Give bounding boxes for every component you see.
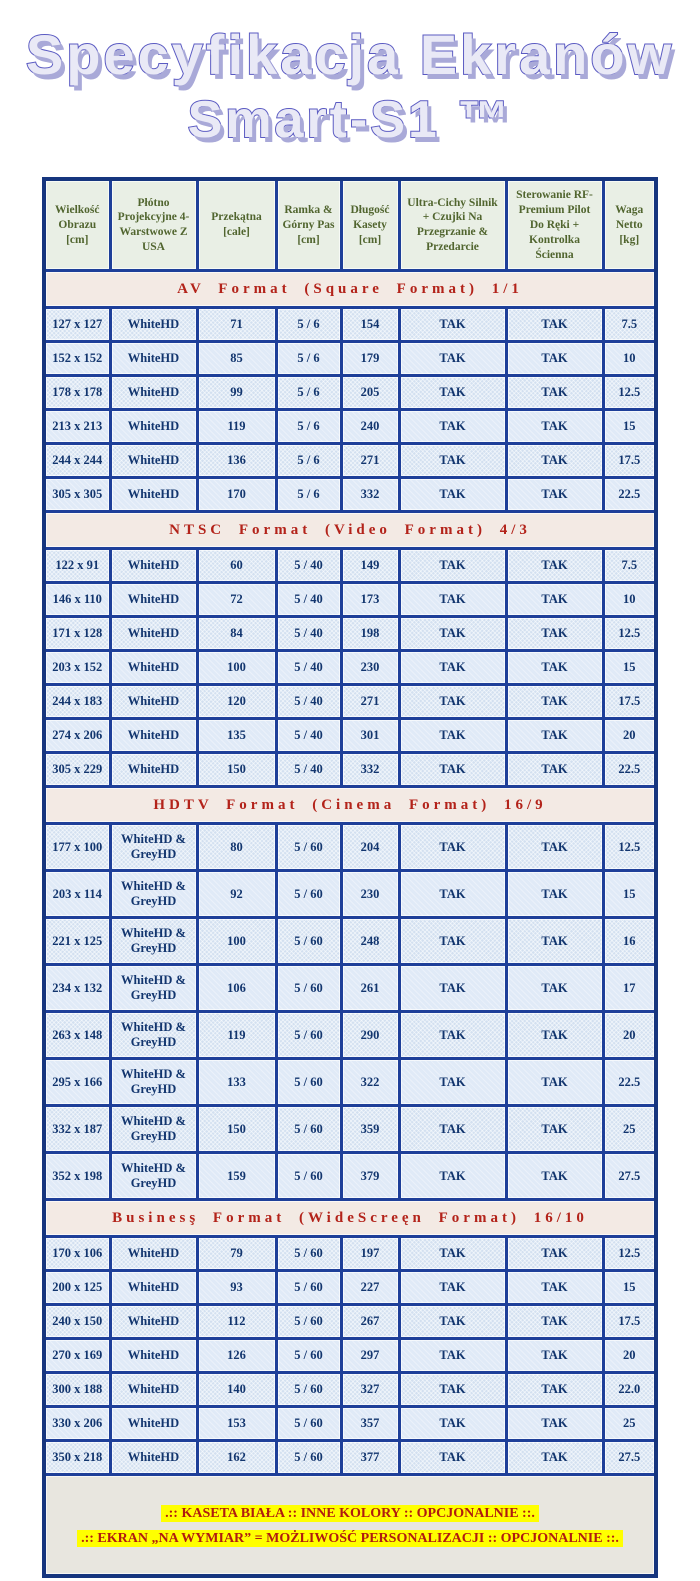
table-row [44, 478, 656, 512]
table-cell: TAK [506, 871, 603, 918]
table-row [44, 617, 656, 651]
table-cell: 119 [197, 1012, 276, 1059]
table-cell: TAK [399, 583, 506, 617]
footer-row [44, 1475, 656, 1577]
table-row [44, 753, 656, 787]
table-cell: 173 [341, 583, 399, 617]
table-cell: TAK [399, 1153, 506, 1200]
page-title [0, 0, 700, 147]
table-cell: TAK [399, 753, 506, 787]
table-row [44, 871, 656, 918]
table-cell: 5 / 60 [276, 1305, 341, 1339]
table-cell: TAK [506, 1271, 603, 1305]
table-cell: TAK [506, 965, 603, 1012]
column-header: Waga Netto [kg] [603, 179, 656, 271]
table-row [44, 583, 656, 617]
table-cell: 203 x 114 [44, 871, 110, 918]
table-cell: 5 / 60 [276, 1237, 341, 1271]
table-cell: 5 / 60 [276, 1441, 341, 1475]
page-title-line2: Smart-S1 ™ [187, 90, 513, 149]
table-cell: 22.5 [603, 478, 656, 512]
table-cell: WhiteHD & GreyHD [110, 965, 197, 1012]
table-cell: 5 / 60 [276, 918, 341, 965]
table-cell: WhiteHD [110, 1271, 197, 1305]
table-cell: 261 [341, 965, 399, 1012]
spec-table-header [44, 179, 656, 271]
table-cell: 140 [197, 1373, 276, 1407]
table-cell: 5 / 40 [276, 685, 341, 719]
table-cell: 159 [197, 1153, 276, 1200]
table-cell: TAK [399, 1441, 506, 1475]
table-cell: WhiteHD [110, 685, 197, 719]
table-cell: 274 x 206 [44, 719, 110, 753]
table-cell: WhiteHD & GreyHD [110, 1153, 197, 1200]
table-row [44, 1271, 656, 1305]
footer-cell [44, 1475, 656, 1577]
table-cell: TAK [506, 478, 603, 512]
table-cell: 204 [341, 824, 399, 871]
table-cell: 5 / 40 [276, 719, 341, 753]
table-row [44, 308, 656, 342]
table-cell: 352 x 198 [44, 1153, 110, 1200]
table-cell: 17.5 [603, 444, 656, 478]
table-cell: 15 [603, 410, 656, 444]
table-cell: TAK [399, 1059, 506, 1106]
table-cell: 27.5 [603, 1153, 656, 1200]
table-cell: 12.5 [603, 824, 656, 871]
table-row [44, 965, 656, 1012]
table-cell: 7.5 [603, 308, 656, 342]
table-cell: 149 [341, 549, 399, 583]
table-cell: 5 / 60 [276, 965, 341, 1012]
table-row [44, 1012, 656, 1059]
table-cell: WhiteHD [110, 651, 197, 685]
table-cell: 240 [341, 410, 399, 444]
table-row [44, 376, 656, 410]
table-cell: 80 [197, 824, 276, 871]
table-cell: 146 x 110 [44, 583, 110, 617]
table-cell: 15 [603, 871, 656, 918]
table-cell: 305 x 305 [44, 478, 110, 512]
table-row [44, 918, 656, 965]
table-cell: 5 / 60 [276, 1012, 341, 1059]
table-cell: 16 [603, 918, 656, 965]
table-cell: 5 / 60 [276, 1407, 341, 1441]
table-cell: 171 x 128 [44, 617, 110, 651]
table-cell: TAK [506, 410, 603, 444]
table-cell: 79 [197, 1237, 276, 1271]
table-cell: 5 / 40 [276, 549, 341, 583]
table-cell: TAK [399, 549, 506, 583]
table-row [44, 651, 656, 685]
table-cell: TAK [399, 342, 506, 376]
table-cell: 300 x 188 [44, 1373, 110, 1407]
table-cell: 332 x 187 [44, 1106, 110, 1153]
table-row [44, 1407, 656, 1441]
table-cell: WhiteHD & GreyHD [110, 871, 197, 918]
table-cell: TAK [399, 685, 506, 719]
table-cell: 271 [341, 685, 399, 719]
table-cell: 357 [341, 1407, 399, 1441]
table-cell: 179 [341, 342, 399, 376]
table-cell: 85 [197, 342, 276, 376]
table-cell: TAK [506, 1305, 603, 1339]
table-cell: 5 / 6 [276, 308, 341, 342]
table-cell: TAK [399, 478, 506, 512]
table-cell: TAK [506, 918, 603, 965]
table-cell: 5 / 40 [276, 753, 341, 787]
table-cell: 100 [197, 918, 276, 965]
table-cell: TAK [506, 824, 603, 871]
table-cell: 119 [197, 410, 276, 444]
table-cell: 170 x 106 [44, 1237, 110, 1271]
table-cell: 5 / 60 [276, 1373, 341, 1407]
table-cell: 5 / 6 [276, 410, 341, 444]
table-cell: 297 [341, 1339, 399, 1373]
table-cell: TAK [399, 1271, 506, 1305]
table-cell: 5 / 40 [276, 583, 341, 617]
page-title-line1: Specyfikacja Ekranów [25, 23, 675, 86]
table-cell: 379 [341, 1153, 399, 1200]
table-cell: TAK [399, 1106, 506, 1153]
table-cell: 12.5 [603, 1237, 656, 1271]
table-cell: TAK [506, 617, 603, 651]
section-header: Businesş Format (WideScreęn Format) 16/10 [44, 1200, 656, 1237]
table-cell: TAK [506, 376, 603, 410]
table-cell: 152 x 152 [44, 342, 110, 376]
table-cell: 27.5 [603, 1441, 656, 1475]
table-cell: TAK [399, 1407, 506, 1441]
table-cell: WhiteHD [110, 1237, 197, 1271]
table-row [44, 444, 656, 478]
table-cell: 227 [341, 1271, 399, 1305]
table-cell: 327 [341, 1373, 399, 1407]
table-cell: 99 [197, 376, 276, 410]
table-cell: 170 [197, 478, 276, 512]
table-cell: 154 [341, 308, 399, 342]
column-header: Długość Kasety [cm] [341, 179, 399, 271]
table-cell: 122 x 91 [44, 549, 110, 583]
table-cell: 5 / 60 [276, 871, 341, 918]
table-cell: TAK [506, 685, 603, 719]
table-row [44, 1059, 656, 1106]
section-header: AV Format (Square Format) 1/1 [44, 271, 656, 308]
table-cell: WhiteHD [110, 719, 197, 753]
section-header: NTSC Format (Video Format) 4/3 [44, 512, 656, 549]
table-cell: WhiteHD [110, 444, 197, 478]
table-cell: 15 [603, 1271, 656, 1305]
section-header-row [44, 512, 656, 549]
table-row [44, 824, 656, 871]
table-cell: 17.5 [603, 1305, 656, 1339]
table-cell: TAK [506, 444, 603, 478]
table-cell: TAK [399, 871, 506, 918]
table-cell: 5 / 40 [276, 617, 341, 651]
table-cell: WhiteHD & GreyHD [110, 918, 197, 965]
table-cell: 377 [341, 1441, 399, 1475]
table-cell: 150 [197, 753, 276, 787]
table-cell: 150 [197, 1106, 276, 1153]
table-row [44, 685, 656, 719]
footer-note-ekran-text: .:: EKRAN „NA WYMIAR” = MOŻLIWOŚĆ PERSONALIZACJI :: OPCJONALNIE ::. [77, 1530, 623, 1547]
table-row [44, 1373, 656, 1407]
table-cell: 248 [341, 918, 399, 965]
table-cell: TAK [506, 1153, 603, 1200]
table-cell: TAK [506, 651, 603, 685]
table-cell: 25 [603, 1106, 656, 1153]
table-cell: WhiteHD & GreyHD [110, 1106, 197, 1153]
table-cell: 244 x 244 [44, 444, 110, 478]
table-cell: TAK [506, 1237, 603, 1271]
table-cell: TAK [506, 1407, 603, 1441]
table-cell: 295 x 166 [44, 1059, 110, 1106]
table-cell: WhiteHD [110, 308, 197, 342]
table-cell: 200 x 125 [44, 1271, 110, 1305]
table-cell: 230 [341, 651, 399, 685]
table-cell: WhiteHD [110, 1305, 197, 1339]
table-cell: TAK [506, 1012, 603, 1059]
table-cell: 198 [341, 617, 399, 651]
table-cell: 15 [603, 651, 656, 685]
table-cell: WhiteHD [110, 410, 197, 444]
table-cell: 332 [341, 478, 399, 512]
table-cell: WhiteHD [110, 617, 197, 651]
table-cell: 84 [197, 617, 276, 651]
table-cell: 5 / 60 [276, 1339, 341, 1373]
table-row [44, 1106, 656, 1153]
table-cell: TAK [506, 308, 603, 342]
table-cell: TAK [399, 1373, 506, 1407]
section-header-row [44, 787, 656, 824]
table-cell: 5 / 6 [276, 342, 341, 376]
table-cell: TAK [399, 965, 506, 1012]
table-cell: 5 / 40 [276, 651, 341, 685]
table-cell: 330 x 206 [44, 1407, 110, 1441]
table-row [44, 1153, 656, 1200]
table-cell: 359 [341, 1106, 399, 1153]
column-header-row [44, 179, 656, 271]
table-row [44, 1339, 656, 1373]
table-cell: TAK [506, 549, 603, 583]
table-cell: TAK [506, 1441, 603, 1475]
table-cell: TAK [506, 1106, 603, 1153]
table-cell: TAK [399, 444, 506, 478]
table-cell: 5 / 60 [276, 824, 341, 871]
table-row [44, 719, 656, 753]
table-cell: 127 x 127 [44, 308, 110, 342]
column-header: Przekątna [cale] [197, 179, 276, 271]
table-cell: 20 [603, 1012, 656, 1059]
footer-note-kaseta-text: .:: KASETA BIAŁA :: INNE KOLORY :: OPCJONALNIE ::. [161, 1505, 539, 1522]
table-cell: TAK [399, 824, 506, 871]
table-cell: TAK [399, 617, 506, 651]
table-cell: 22.0 [603, 1373, 656, 1407]
table-cell: 178 x 178 [44, 376, 110, 410]
table-cell: 5 / 6 [276, 478, 341, 512]
table-cell: 100 [197, 651, 276, 685]
table-cell: 270 x 169 [44, 1339, 110, 1373]
table-cell: 332 [341, 753, 399, 787]
table-cell: 301 [341, 719, 399, 753]
table-cell: TAK [506, 1339, 603, 1373]
table-cell: 153 [197, 1407, 276, 1441]
table-cell: TAK [506, 342, 603, 376]
table-cell: TAK [506, 719, 603, 753]
table-cell: 267 [341, 1305, 399, 1339]
table-cell: 5 / 60 [276, 1106, 341, 1153]
column-header: Płótno Projekcyjne 4-Warstwowe Z USA [110, 179, 197, 271]
table-cell: 22.5 [603, 1059, 656, 1106]
table-cell: TAK [399, 1339, 506, 1373]
table-cell: 271 [341, 444, 399, 478]
table-cell: 71 [197, 308, 276, 342]
table-cell: 244 x 183 [44, 685, 110, 719]
table-cell: 5 / 6 [276, 444, 341, 478]
table-cell: 126 [197, 1339, 276, 1373]
table-cell: 112 [197, 1305, 276, 1339]
table-cell: 72 [197, 583, 276, 617]
table-cell: TAK [506, 583, 603, 617]
table-cell: WhiteHD & GreyHD [110, 824, 197, 871]
table-cell: WhiteHD [110, 478, 197, 512]
table-cell: 240 x 150 [44, 1305, 110, 1339]
table-cell: 197 [341, 1237, 399, 1271]
table-cell: 350 x 218 [44, 1441, 110, 1475]
table-cell: 135 [197, 719, 276, 753]
section-header-row [44, 271, 656, 308]
table-cell: 20 [603, 719, 656, 753]
table-cell: 213 x 213 [44, 410, 110, 444]
table-cell: 17.5 [603, 685, 656, 719]
table-cell: 25 [603, 1407, 656, 1441]
table-cell: TAK [399, 651, 506, 685]
column-header: Sterowanie RF-Premium Pilot Do Ręki + Kontrolka Ścienna [506, 179, 603, 271]
footer-note-ekran [48, 1529, 652, 1547]
table-cell: TAK [506, 753, 603, 787]
table-cell: 136 [197, 444, 276, 478]
table-row [44, 1237, 656, 1271]
table-cell: 5 / 60 [276, 1271, 341, 1305]
table-cell: 10 [603, 583, 656, 617]
table-cell: TAK [399, 376, 506, 410]
table-cell: WhiteHD [110, 342, 197, 376]
table-cell: 5 / 60 [276, 1153, 341, 1200]
table-cell: 322 [341, 1059, 399, 1106]
table-cell: WhiteHD [110, 376, 197, 410]
table-cell: 133 [197, 1059, 276, 1106]
table-cell: TAK [399, 308, 506, 342]
table-cell: 5 / 60 [276, 1059, 341, 1106]
table-cell: TAK [399, 1305, 506, 1339]
section-header-row [44, 1200, 656, 1237]
table-cell: 20 [603, 1339, 656, 1373]
column-header: Ultra-Cichy Silnik + Czujki Na Przegrzanie & Przedarcie [399, 179, 506, 271]
table-cell: 177 x 100 [44, 824, 110, 871]
table-cell: 92 [197, 871, 276, 918]
table-cell: 17 [603, 965, 656, 1012]
table-cell: 5 / 6 [276, 376, 341, 410]
table-cell: WhiteHD [110, 583, 197, 617]
column-header: Wielkość Obrazu [cm] [44, 179, 110, 271]
table-cell: 120 [197, 685, 276, 719]
table-cell: TAK [399, 1237, 506, 1271]
table-cell: 106 [197, 965, 276, 1012]
table-cell: TAK [506, 1373, 603, 1407]
table-cell: 234 x 132 [44, 965, 110, 1012]
table-cell: WhiteHD & GreyHD [110, 1012, 197, 1059]
table-cell: 60 [197, 549, 276, 583]
screen-spec-table [42, 177, 658, 1578]
table-cell: WhiteHD [110, 549, 197, 583]
table-cell: WhiteHD [110, 1441, 197, 1475]
table-cell: TAK [399, 1012, 506, 1059]
table-cell: WhiteHD [110, 1339, 197, 1373]
table-cell: 230 [341, 871, 399, 918]
column-header: Ramka & Górny Pas [cm] [276, 179, 341, 271]
table-cell: 290 [341, 1012, 399, 1059]
table-cell: 162 [197, 1441, 276, 1475]
table-cell: 12.5 [603, 617, 656, 651]
table-row [44, 549, 656, 583]
table-cell: WhiteHD & GreyHD [110, 1059, 197, 1106]
table-cell: TAK [506, 1059, 603, 1106]
table-cell: 7.5 [603, 549, 656, 583]
table-cell: WhiteHD [110, 1407, 197, 1441]
table-row [44, 1441, 656, 1475]
table-cell: 93 [197, 1271, 276, 1305]
table-cell: WhiteHD [110, 1373, 197, 1407]
table-cell: WhiteHD [110, 753, 197, 787]
table-cell: 22.5 [603, 753, 656, 787]
table-cell: TAK [399, 918, 506, 965]
table-cell: 205 [341, 376, 399, 410]
table-cell: 10 [603, 342, 656, 376]
footer-note-kaseta [48, 1504, 652, 1522]
table-cell: 305 x 229 [44, 753, 110, 787]
table-cell: 221 x 125 [44, 918, 110, 965]
table-row [44, 1305, 656, 1339]
table-row [44, 342, 656, 376]
table-cell: 263 x 148 [44, 1012, 110, 1059]
table-row [44, 410, 656, 444]
table-cell: 12.5 [603, 376, 656, 410]
section-header: HDTV Format (Cinema Format) 16/9 [44, 787, 656, 824]
table-cell: TAK [399, 410, 506, 444]
table-cell: TAK [399, 719, 506, 753]
table-cell: 203 x 152 [44, 651, 110, 685]
